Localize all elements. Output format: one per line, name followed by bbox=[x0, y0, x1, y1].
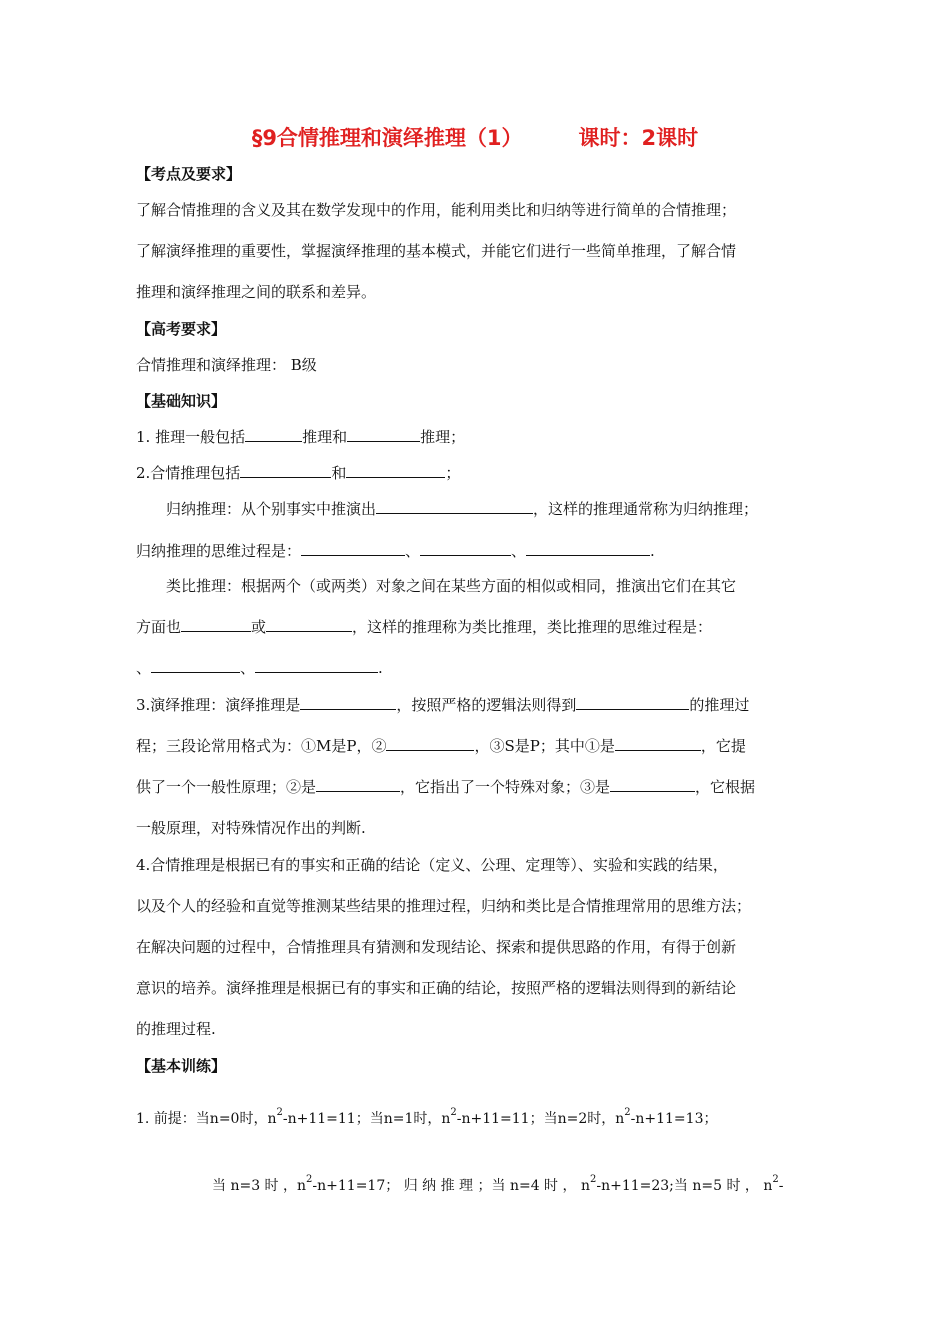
guina-line-2: 归纳推理的思维过程是： 、 、 . bbox=[136, 542, 655, 560]
leibi-line-1: 类比推理：根据两个（或两类）对象之间在某些方面的相似或相同，推演出它们在其它 bbox=[166, 577, 737, 595]
training-1-line-1: 1. 前提：当n=0时，$n^2-n+11=11$；当n=1时，$n^2-n+11=11$；当n=2时，$n^2-n+11=13$； bbox=[136, 1107, 718, 1127]
title-main: §9合情推理和演绎推理（1） bbox=[251, 126, 523, 150]
kaodian-line-2: 了解演绎推理的重要性，掌握演绎推理的基本模式，并能它们进行一些简单推理，了解合情 bbox=[136, 242, 737, 260]
kaodian-line-1: 了解合情推理的含义及其在数学发现中的作用，能利用类比和归纳等进行简单的合情推理； bbox=[136, 201, 737, 219]
blank[interactable] bbox=[386, 735, 474, 751]
blank[interactable] bbox=[245, 426, 302, 442]
blank[interactable] bbox=[181, 616, 251, 632]
leibi-line-2: 方面也 或 ，这样的推理称为类比推理，类比推理的思维过程是： bbox=[136, 618, 713, 636]
section-gaokao: 【高考要求】 bbox=[136, 320, 227, 338]
blank[interactable] bbox=[420, 540, 511, 556]
blank[interactable] bbox=[610, 776, 695, 792]
page-title bbox=[0, 122, 950, 152]
blank[interactable] bbox=[346, 462, 445, 478]
blank[interactable] bbox=[301, 540, 405, 556]
kaodian-line-3: 推理和演绎推理之间的联系和差异。 bbox=[136, 283, 377, 301]
question-3-line-3: 供了一个一般性原理；②是 ，它指出了一个特殊对象；③是 ，它根据 bbox=[136, 778, 756, 796]
question-3-line-2: 程；三段论常用格式为：①M是P，② ，③S是P；其中①是 ，它提 bbox=[136, 737, 746, 755]
question-4-line-5: 的推理过程. bbox=[136, 1020, 216, 1038]
section-kaodian: 【考点及要求】 bbox=[136, 165, 242, 183]
blank[interactable] bbox=[300, 694, 396, 710]
guina-line-1: 归纳推理：从个别事实中推演出 ，这样的推理通常称为归纳推理； bbox=[166, 500, 759, 518]
section-jichu: 【基础知识】 bbox=[136, 392, 227, 410]
blank[interactable] bbox=[255, 657, 378, 673]
section-xunlian: 【基本训练】 bbox=[136, 1057, 227, 1075]
blank[interactable] bbox=[266, 616, 352, 632]
blank[interactable] bbox=[151, 657, 240, 673]
question-4-line-3: 在解决问题的过程中，合情推理具有猜测和发现结论、探索和提供思路的作用，有得于创新 bbox=[136, 938, 737, 956]
question-3-line-1: 3.演绎推理：演绎推理是 ，按照严格的逻辑法则得到 的推理过 bbox=[136, 696, 750, 714]
question-3-line-4: 一般原理，对特殊情况作出的判断. bbox=[136, 819, 366, 837]
blank[interactable] bbox=[615, 735, 701, 751]
blank[interactable] bbox=[316, 776, 400, 792]
training-1-line-2: 当 n=3 时 ，$n^2-n+11=17$； 归 纳 推 理 ；当 n=4 时 ， $n^2-n+11=23$;当 n=5 时 ， $n^2-$ bbox=[212, 1174, 784, 1194]
blank[interactable] bbox=[347, 426, 420, 442]
leibi-line-3: 、 、 . bbox=[136, 659, 383, 677]
question-4-line-4: 意识的培养。演绎推理是根据已有的事实和正确的结论，按照严格的逻辑法则得到的新结论 bbox=[136, 979, 737, 997]
blank[interactable] bbox=[526, 540, 650, 556]
question-1: 1. 推理一般包括 推理和 推理； bbox=[136, 428, 466, 446]
question-2: 2.合情推理包括 和 ； bbox=[136, 464, 461, 482]
title-period: 课时：2课时 bbox=[578, 126, 699, 150]
question-4-line-1: 4.合情推理是根据已有的事实和正确的结论（定义、公理、定理等）、实验和实践的结果， bbox=[136, 856, 728, 874]
question-4-line-2: 以及个人的经验和直觉等推测某些结果的推理过程，归纳和类比是合情推理常用的思维方法； bbox=[136, 897, 752, 915]
blank[interactable] bbox=[240, 462, 331, 478]
gaokao-line: 合情推理和演绎推理： B级 bbox=[136, 356, 317, 374]
blank[interactable] bbox=[376, 498, 533, 514]
blank[interactable] bbox=[576, 694, 689, 710]
